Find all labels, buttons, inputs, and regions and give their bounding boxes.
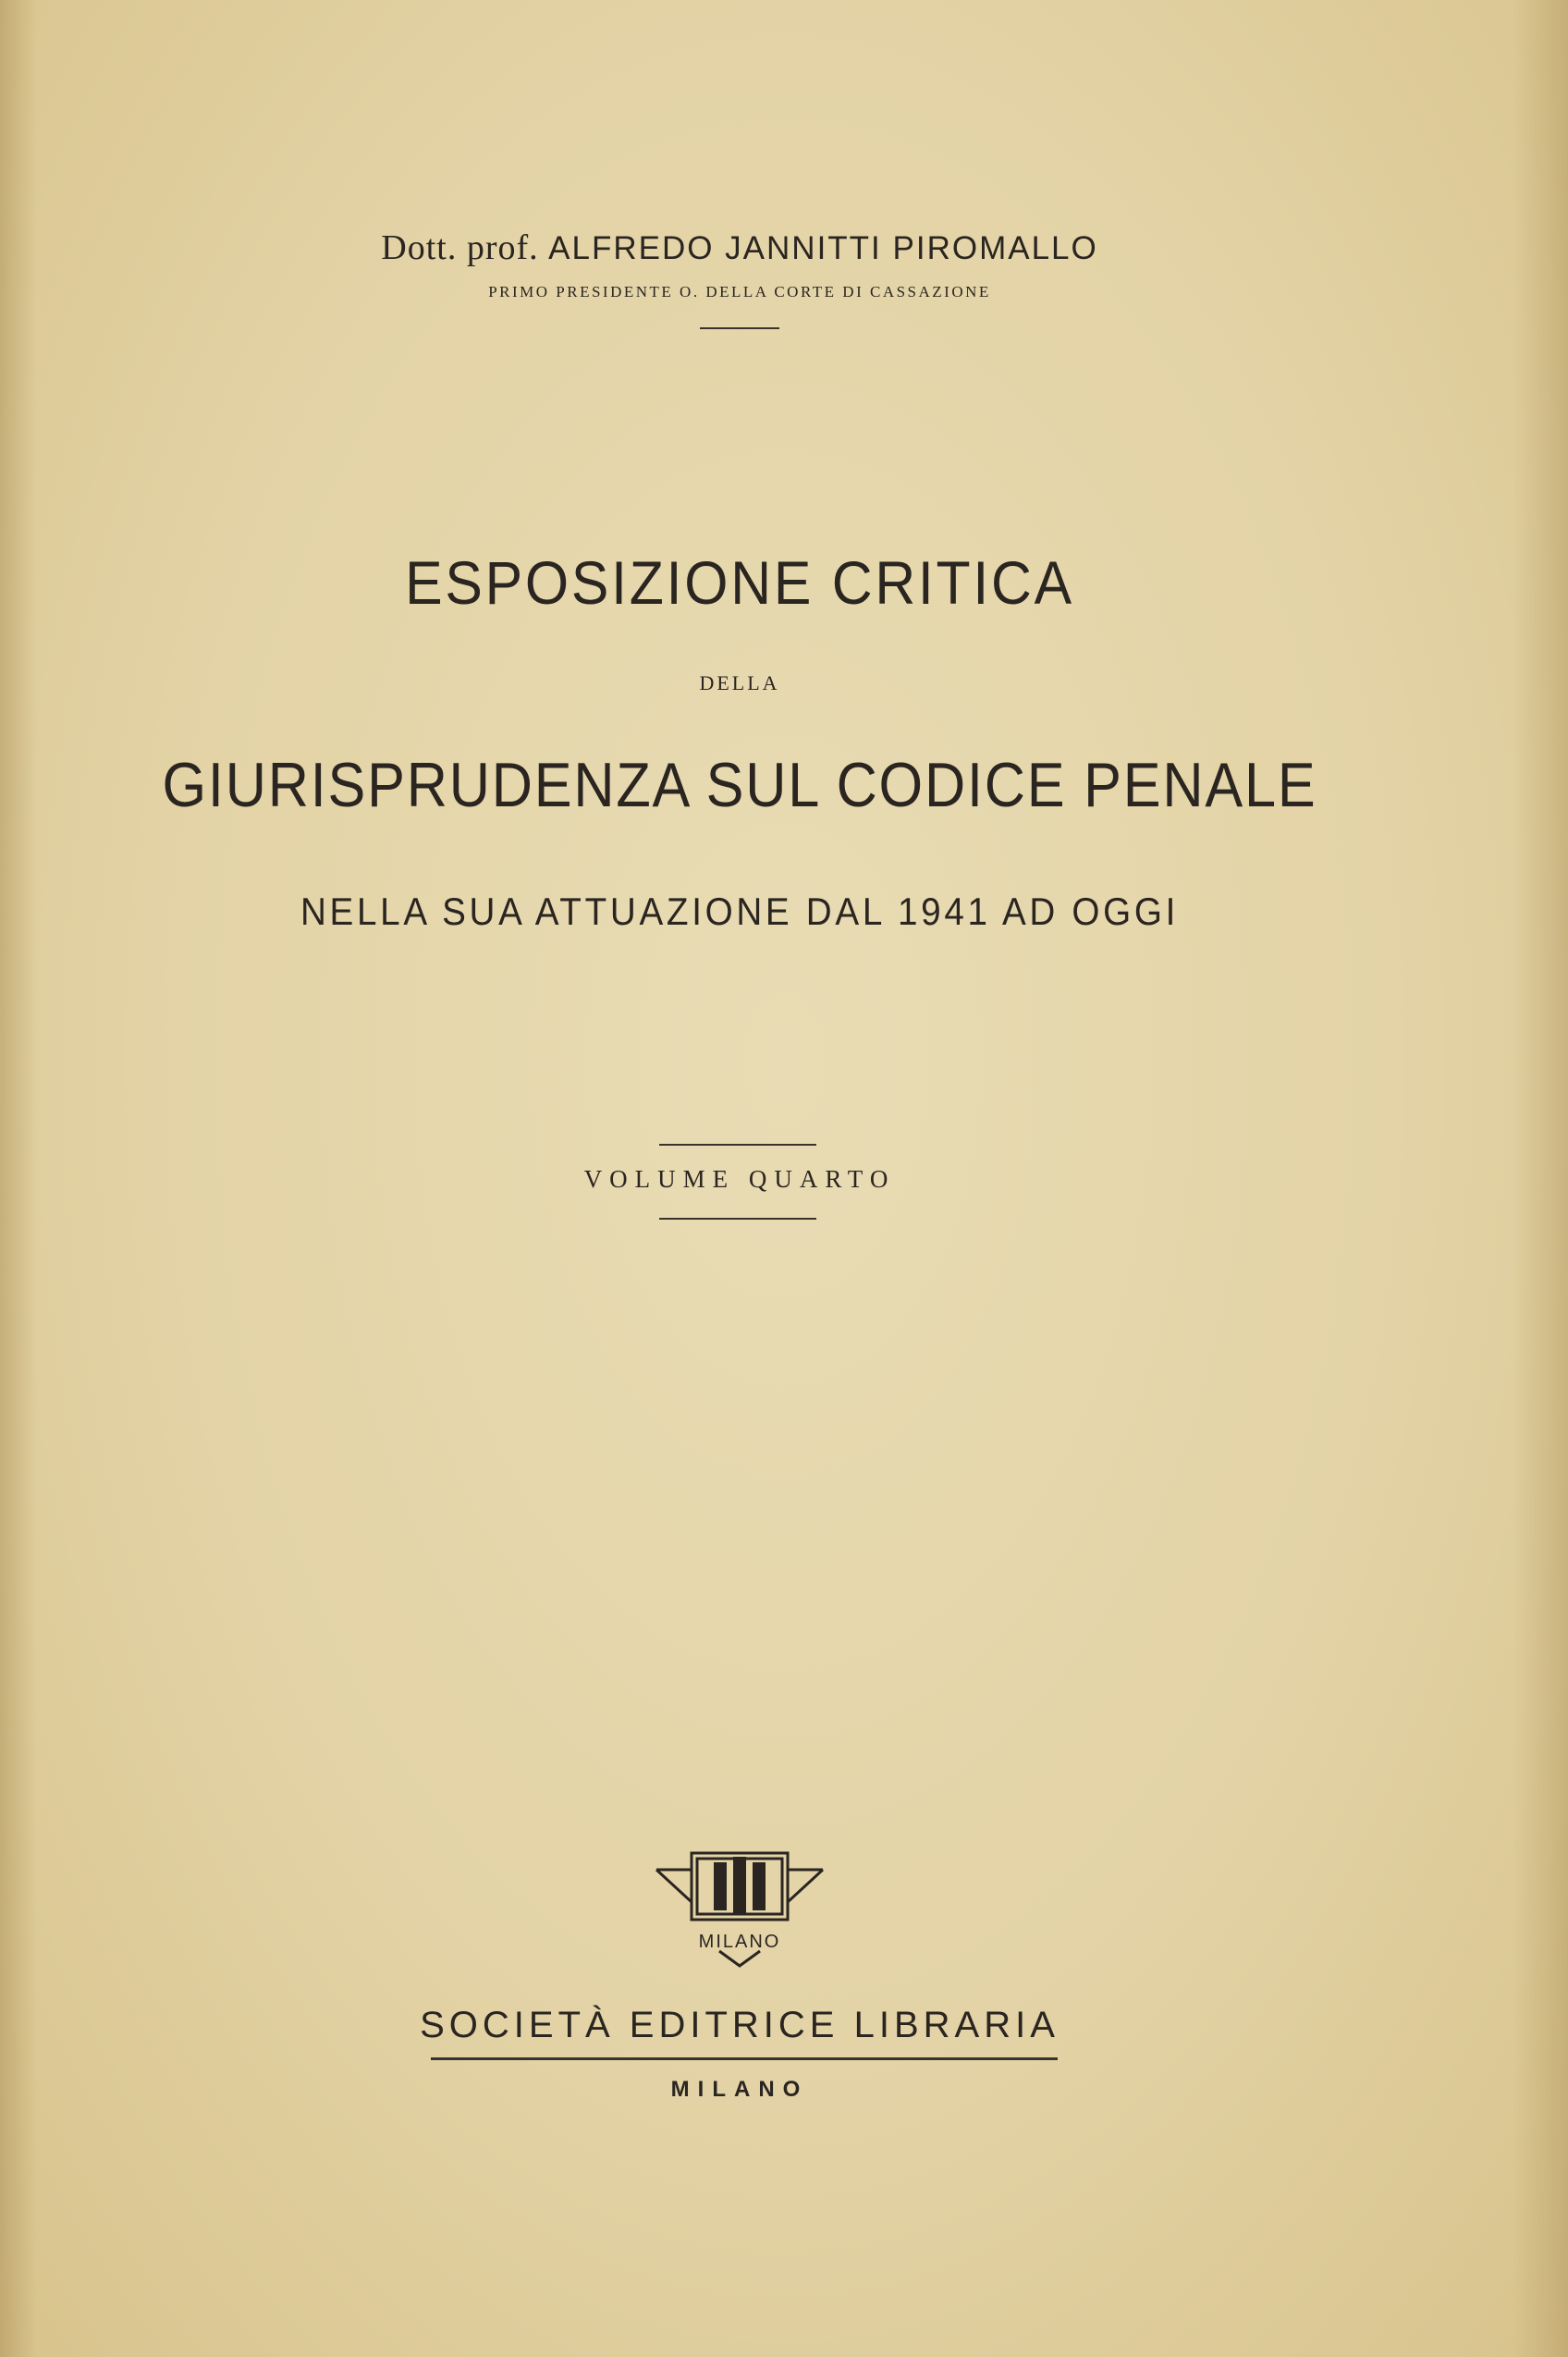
publisher-logo-icon [647, 1814, 832, 1971]
author-name: ALFREDO JANNITTI PIROMALLO [548, 230, 1098, 266]
publisher-city: MILANO [670, 2077, 809, 2102]
volume-rule-top [659, 1144, 816, 1146]
title-connector: DELLA [699, 671, 780, 694]
author-prefix: Dott. prof. [381, 228, 539, 267]
page-edge-shadow-right [1513, 0, 1568, 2357]
title-line-1: ESPOSIZIONE CRITICA [405, 548, 1074, 617]
author-line [0, 227, 1479, 268]
title-subtitle: NELLA SUA ATTUAZIONE DAL 1941 AD OGGI [300, 890, 1180, 933]
volume-rule-bottom [659, 1218, 816, 1220]
author-role: PRIMO PRESIDENTE O. DELLA CORTE DI CASSAZIONE [488, 283, 991, 301]
publisher-name: SOCIETÀ EDITRICE LIBRARIA [420, 2005, 1060, 2045]
logo-city: MILANO [698, 1932, 781, 1952]
title-line-2: GIURISPRUDENZA SUL CODICE PENALE [162, 750, 1317, 820]
volume-label: VOLUME QUARTO [583, 1165, 896, 1193]
publisher-underline [431, 2057, 1058, 2060]
divider-rule [700, 327, 779, 329]
